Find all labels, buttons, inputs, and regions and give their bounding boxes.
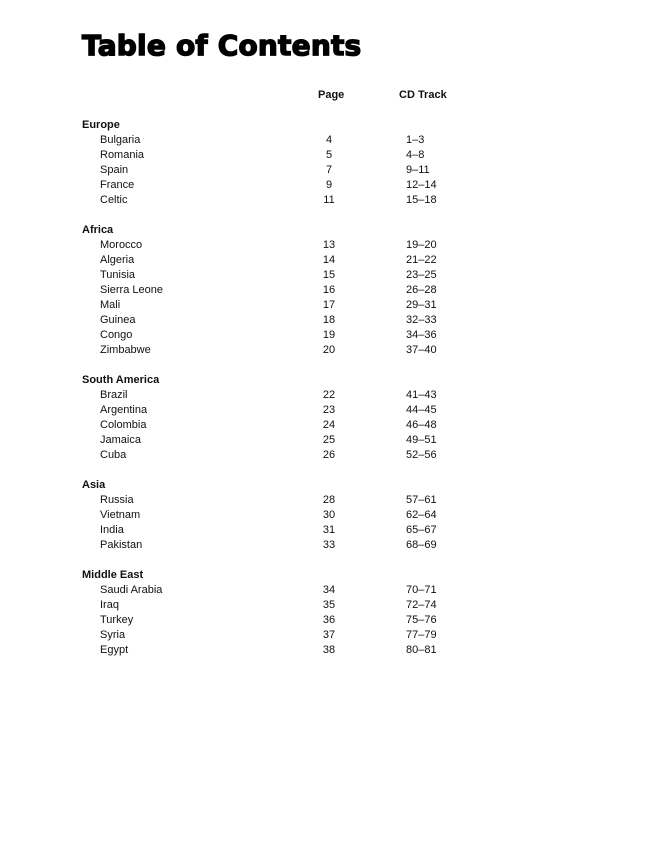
cd-track-range: 49–51 [406,434,437,446]
cd-track-range: 23–25 [406,269,437,281]
country-name: Tunisia [100,269,136,281]
cd-track-range: 46–48 [406,419,437,431]
section-asia [82,478,502,553]
page-number: 31 [322,524,336,536]
page-number: 4 [325,134,333,146]
cd-track-range: 65–67 [406,524,437,536]
page-number: 25 [322,434,336,446]
toc-entry [82,643,502,658]
country-name: Russia [100,494,134,506]
section-title: Africa [82,224,114,236]
cd-track-range: 29–31 [406,299,437,311]
cd-track-range: 12–14 [406,179,437,191]
toc-entry [82,403,502,418]
cd-track-range: 26–28 [406,284,437,296]
page-number: 34 [322,584,336,596]
page-number: 36 [322,614,336,626]
toc-entry [82,433,502,448]
toc-entry [82,283,502,298]
toc-entry [82,448,502,463]
country-name: Guinea [100,314,136,326]
toc-entry [82,523,502,538]
country-name: Bulgaria [100,134,141,146]
cd-track-range: 52–56 [406,449,437,461]
page-number: 9 [325,179,333,191]
toc-entry [82,298,502,313]
page-number: 38 [322,644,336,656]
country-name: India [100,524,124,536]
page-number: 14 [322,254,336,266]
country-name: Cuba [100,449,127,461]
cd-track-range: 72–74 [406,599,437,611]
page-number: 23 [322,404,336,416]
cd-track-column-header: CD Track [399,89,447,101]
cd-track-range: 70–71 [406,584,437,596]
cd-track-range: 4–8 [406,149,425,161]
section-title: Europe [82,119,120,131]
cd-track-range: 77–79 [406,629,437,641]
cd-track-range: 34–36 [406,329,437,341]
page-number: 16 [322,284,336,296]
country-name: Vietnam [100,509,141,521]
contents-list [82,118,502,673]
toc-entry [82,238,502,253]
page-number: 5 [325,149,333,161]
page-number: 15 [322,269,336,281]
page-number: 19 [322,329,336,341]
cd-track-range: 62–64 [406,509,437,521]
section-middle-east [82,568,502,658]
country-name: Brazil [100,389,128,401]
section-title: Middle East [82,569,144,581]
toc-entry [82,508,502,523]
toc-entry [82,538,502,553]
country-name: Turkey [100,614,134,626]
page-number: 30 [322,509,336,521]
toc-entry [82,628,502,643]
toc-entry [82,133,502,148]
page-number: 7 [325,164,333,176]
cd-track-range: 75–76 [406,614,437,626]
country-name: Syria [100,629,126,641]
cd-track-range: 80–81 [406,644,437,656]
toc-entry [82,613,502,628]
cd-track-range: 41–43 [406,389,437,401]
country-name: Congo [100,329,133,341]
country-name: Celtic [100,194,128,206]
toc-entry [82,148,502,163]
country-name: Pakistan [100,539,143,551]
section-europe [82,118,502,208]
country-name: Sierra Leone [100,284,163,296]
page-number: 11 [323,194,335,206]
page-number: 26 [322,449,336,461]
country-name: Argentina [100,404,148,416]
page-number: 33 [322,539,336,551]
country-name: Mali [100,299,121,311]
country-name: Morocco [100,239,143,251]
cd-track-range: 15–18 [406,194,437,206]
cd-track-range: 68–69 [406,539,437,551]
toc-entry [82,418,502,433]
cd-track-range: 21–22 [406,254,437,266]
toc-entry [82,193,502,208]
page-column-header: Page [318,89,345,101]
section-africa [82,223,502,358]
toc-entry [82,388,502,403]
cd-track-range: 19–20 [406,239,437,251]
country-name: France [100,179,135,191]
toc-entry [82,343,502,358]
page-number: 17 [322,299,336,311]
page-number: 28 [322,494,336,506]
page-number: 13 [322,239,336,251]
page-number: 35 [322,599,336,611]
toc-entry [82,268,502,283]
page-number: 37 [322,629,336,641]
country-name: Spain [100,164,129,176]
toc-entry [82,178,502,193]
country-name: Iraq [100,599,119,611]
section-south-america [82,373,502,463]
cd-track-range: 44–45 [406,404,437,416]
country-name: Algeria [100,254,135,266]
toc-entry [82,493,502,508]
section-title: South America [82,374,160,386]
country-name: Zimbabwe [100,344,151,356]
page-title: Table of Contents [82,29,362,62]
page-number: 24 [322,419,336,431]
section-title: Asia [82,479,106,491]
toc-entry [82,253,502,268]
cd-track-range: 57–61 [406,494,437,506]
page-number: 22 [322,389,336,401]
toc-entry [82,328,502,343]
toc-entry [82,313,502,328]
country-name: Romania [100,149,145,161]
country-name: Saudi Arabia [100,584,163,596]
country-name: Colombia [100,419,147,431]
page-number: 18 [322,314,336,326]
toc-entry [82,598,502,613]
country-name: Egypt [100,644,129,656]
country-name: Jamaica [100,434,141,446]
toc-entry [82,583,502,598]
cd-track-range: 32–33 [406,314,437,326]
cd-track-range: 37–40 [406,344,437,356]
toc-entry [82,163,502,178]
cd-track-range: 1–3 [406,134,425,146]
cd-track-range: 9–11 [406,164,430,176]
page-number: 20 [322,344,336,356]
